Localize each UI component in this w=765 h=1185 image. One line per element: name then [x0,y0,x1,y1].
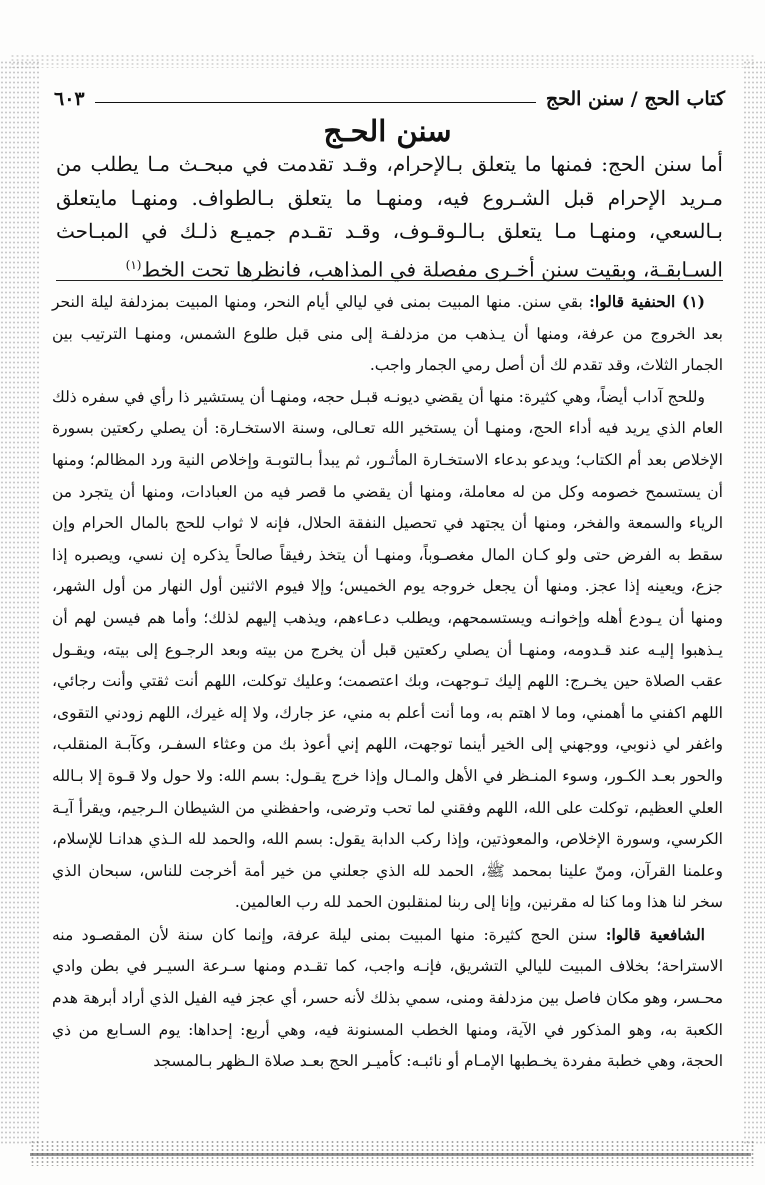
scan-edge-top [10,54,755,68]
scan-edge-right [743,60,765,1145]
footnote-shafii-text: سنن الحج كثيرة: منها المبيت بمنى ليلة عرفة، وإنما كان سنة لأن المقصـود منه الاستراحة؛ بخلاف المبيت لليالي التشريق، فإنـه واجب، كما تقـدم ومنها سـرعة السيـر في بطن وادي محـسر، وهو مكان فاصل بين مزدلفة ومنى، سمي بذلك لأنه حسر، أي عجز فيه الفيل الذي أراد أبرهة هدم الكعبة به، وهو المذكور في الآية، ومنها الخطب المسنونة فيه، وهي أربع: إحداها: يوم السـابع من ذي الحجة، وهي خطبة مفردة يخـطبها الإمـام أو نائبـه: كأميـر الحج بعـد صلاة الـظهر بـالمسجد [52,925,723,1071]
footnote-reference: (١) [125,257,142,272]
footnote-hanafi-text: بقي سنن. منها المبيت بمنى في ليالي أيام النحر، ومنها المبيت بمزدلفة ليلة النحر بعد الخروج من عرفة، ومنها أن يـذهب من مزدلفـة إلى منى قبل طلوع الشمس، ومنهـا الترتيب بين الجمار الثلاث، وقد تقدم لك أن أصل رمي الجمار واجب. [52,293,723,375]
footnotes [52,286,723,1078]
header-rule [95,102,536,103]
school-label-hanafi: (١) الحنفية قالوا: [589,292,705,311]
footnote-hanafi-adab: وللحج آداب أيضاً، وهي كثيرة: منها أن يقضي ديونـه قبـل حجه، ومنهـا أن يستشير ذا رأي في سفره ذلك العام الذي يريد فيه أداء الحج، ومنهـا أن يستخير الله تعـالى، وسنة الاستخـارة: أن يصلي ركعتين بسورة الإخلاص بعد أم الكتاب؛ ويدعو بدعاء الاستخـارة المأثـور، ثم يبدأ بـالتوبـة وإخلاص النية ورد المظالم؛ ومنها أن يستسمح خصومه وكل من له معاملة، ومنها أن يقضي ما قصر فيه من العبادات، ومنها أن يتجرد من الرياء والسمعة والفخر، ومنها أن يجتهد في تحصيل النفقة الحلال، فإنه لا ثواب للحج بالمال الحرام وإن سقط به الفرض حتى ولو كـان المال مغصـوباً، ومنهـا أن يتخذ رفيقاً صالحاً يذكره إن نسي، ويصبره إذا جزع، ويعينه إذا عجز. ومنها أن يجعل خروجه يوم الخميس؛ وإلا فيوم الاثنين أول النهار من أول الشهر، ومنها أن يـودع أهله وإخوانـه ويستسمحهم، ويطلب دعـاءهم، ويذهب إليهم لذلك؛ وأما هم فيسن لهم أن يـذهبوا إليـه عند قـدومه، ومنهـا أن يصلي ركعتين قبل أن يخرج من بيته وبعد الرجـوع إلى بيته، ويقـول عقب الصلاة حين يخـرج: اللهم إليك تـوجهت، وبك اعتصمت؛ وعليك توكلت، اللهم أنت ثقتي وأنت رجائي، اللهم اكفني ما أهمني، وما لا اهتم به، وما أنت أعلم به مني، عز جارك، ولا إله غيرك، اللهم زودني التقوى، واغفر لي ذنوبي، ووجهني إلى الخير أينما توجهت، اللهم إني أعوذ بك من وعثاء السفـر، وكآبـة المنقلب، والحور بعـد الكـور، وسوء المنـظر في الأهل والمـال وإذا خرج يقـول: بسم الله: ولا حول ولا قـوة إلا بـالله العلي العظيم، توكلت على الله، اللهم وفقني لما تحب وترضى، واحفظني من الشيطان الـرجيم، ويقرأ آيـة الكرسي، وسورة الإخلاص، والمعوذتين، وإذا ركب الدابة يقول: بسم الله، والحمد لله الـذي هدانـا للإسلام، وعلمنا القرآن، ومنّ علينا بمحمد ﷺ، الحمد لله الذي جعلني من خير أمة أخرجت للناس، سبحان الذي سخر لنا هذا وما كنا له مقرنين، وإنا إلى ربنا لمنقلبون الحمد لله رب العالمين. [52,387,723,912]
page-number: ٦٠٣ [54,88,85,110]
section-title: سنن الحـج [323,114,452,148]
footnote-hanafi [52,286,723,382]
school-label-shafii: الشافعية قالوا: [605,924,705,944]
footnote-shafii [52,919,723,1078]
book-title: كتاب الحج / سنن الحج [545,88,725,110]
main-text-body: أما سنن الحج: فمنها ما يتعلق بـالإحرام، وقـد تقدمت في مبحـث مـا يطلب من مـريد الإحرام قبل الشـروع فيه، ومنهـا ما يتعلق بـالطواف. ومنهـا مايتعلق بـالسعي، ومنهـا مـا يتعلق بـالـوقـوف، وقـد تقـدم جميـع ذلـك في المبـاحث السـابقـة، وبقيت سنن أخـرى مفصلة في المذاهب، فانظرها تحت الخط [56,152,723,282]
main-paragraph [56,148,723,287]
scan-edge-bottom-line [30,1153,751,1156]
scan-edge-left [0,60,40,1145]
running-header [54,84,725,114]
footnote-separator [56,280,723,281]
